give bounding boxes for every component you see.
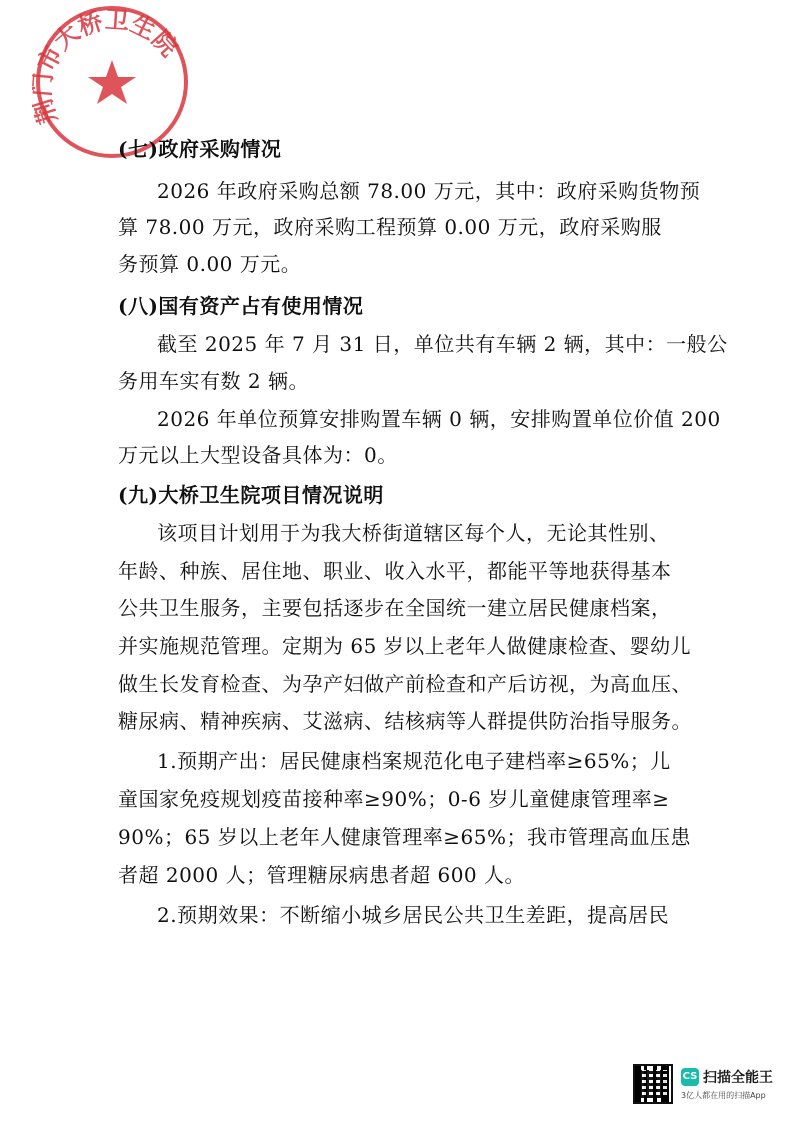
seal-text: 市大桥卫生院 [32, 4, 184, 76]
qr-code-icon [633, 1064, 673, 1104]
paragraph-line: 务预算 0.00 万元。 [118, 252, 302, 276]
paragraph-line: 糖尿病、精神疾病、艾滋病、结核病等人群提供防治指导服务。 [118, 709, 692, 733]
scanner-brand: 扫描全能王 [703, 1070, 773, 1086]
paragraph-line: 并实施规范管理。定期为 65 岁以上老年人做健康检查、婴幼儿 [118, 634, 692, 658]
paragraph-line: 年龄、种族、居住地、职业、收入水平，都能平等地获得基本 [118, 559, 672, 583]
paragraph-line: 万元以上大型设备具体为：0。 [118, 443, 398, 467]
paragraph-line: 该项目计划用于为我大桥街道辖区每个人，无论其性别、 [157, 521, 670, 545]
section-heading-procurement: (七)政府采购情况 [118, 137, 282, 161]
paragraph-line: 算 78.00 万元，政府采购工程预算 0.00 万元，政府采购服 [118, 215, 662, 239]
paragraph-line: 童国家免疫规划疫苗接种率≥90%；0-6 岁儿童健康管理率≥ [118, 787, 670, 811]
camscanner-logo-icon: CS [681, 1068, 699, 1086]
paragraph-line: 务用车实有数 2 辆。 [118, 369, 309, 393]
paragraph-line: 截至 2025 年 7 月 31 日，单位共有车辆 2 辆，其中：一般公 [157, 332, 728, 356]
paragraph-line: 做生长发育检查、为孕产妇做产前检查和产后访视，为高血压、 [118, 672, 692, 696]
paragraph-line: 公共卫生服务，主要包括逐步在全国统一建立居民健康档案， [118, 596, 672, 620]
paragraph-line: 2026 年政府采购总额 78.00 万元，其中：政府采购货物预 [157, 179, 701, 203]
paragraph-line: 2.预期效果：不断缩小城乡居民公共卫生差距，提高居民 [157, 903, 670, 927]
paragraph-line: 1.预期产出：居民健康档案规范化电子建档率≥65%；儿 [157, 749, 671, 773]
scanner-watermark [633, 1064, 778, 1108]
paragraph-line: 者超 2000 人；管理糖尿病患者超 600 人。 [118, 863, 526, 887]
paragraph-line: 90%；65 岁以上老年人健康管理率≥65%；我市管理高血压患 [118, 825, 691, 849]
scanner-tagline: 3亿人都在用的扫描App [681, 1091, 766, 1100]
section-heading-assets: (八)国有资产占有使用情况 [118, 294, 364, 318]
paragraph-line: 2026 年单位预算安排购置车辆 0 辆，安排购置单位价值 200 [157, 407, 721, 431]
section-heading-project: (九)大桥卫生院项目情况说明 [118, 483, 384, 507]
